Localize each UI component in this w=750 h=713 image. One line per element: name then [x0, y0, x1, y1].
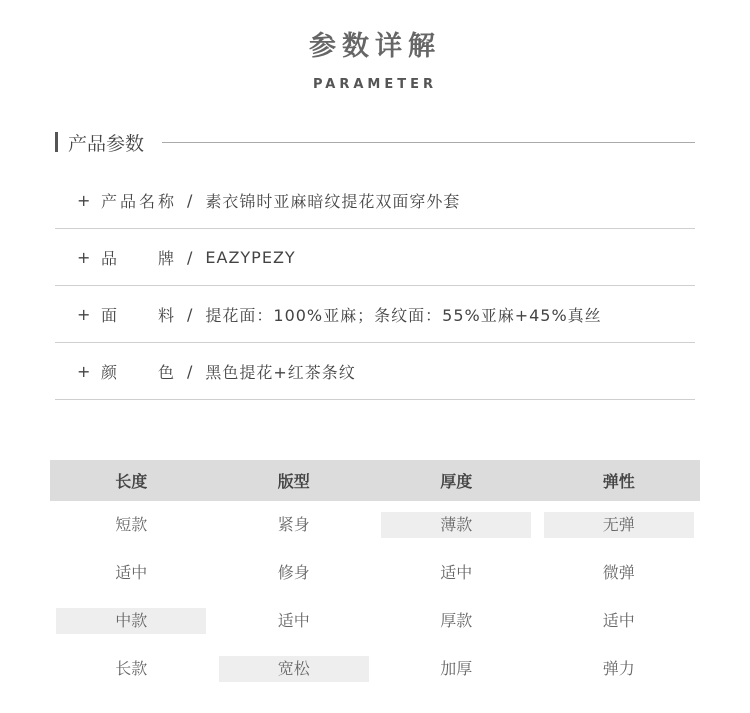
param-row-brand: [55, 229, 695, 286]
param-separator: /: [187, 247, 194, 267]
table-cell: 适中: [602, 611, 635, 630]
param-label: 面 料: [101, 305, 175, 325]
column-header-fit: 版型: [277, 472, 310, 491]
param-row-fabric: [55, 286, 695, 343]
table-cell: 适中: [440, 563, 473, 582]
column-header-thickness: 厚度: [440, 472, 473, 491]
table-cell: 弹力: [602, 659, 635, 678]
param-separator: /: [187, 361, 194, 381]
table-header: [50, 460, 700, 501]
table-row: [50, 597, 700, 645]
table-cell-selected: 薄款: [381, 512, 531, 538]
table-cell: 紧身: [277, 515, 310, 534]
table-cell: 加厚: [440, 659, 473, 678]
table-cell: 微弹: [602, 563, 635, 582]
plus-icon: +: [77, 361, 92, 381]
section-marker: [55, 132, 58, 152]
plus-icon: +: [77, 190, 92, 210]
page-title: 参数详解: [309, 31, 441, 62]
param-value: 黑色提花+红茶条纹: [205, 362, 356, 382]
size-attribute-table: [50, 460, 700, 693]
param-value: 提花面：100%亚麻；条纹面：55%亚麻+45%真丝: [205, 305, 602, 325]
table-cell: 长款: [115, 659, 148, 678]
plus-icon: +: [77, 247, 92, 267]
param-row-name: [55, 172, 695, 229]
table-row: [50, 645, 700, 693]
table-cell: 短款: [115, 515, 148, 534]
table-cell: 修身: [277, 563, 310, 582]
param-separator: /: [187, 190, 194, 210]
param-label: 产 品 名 称: [101, 191, 175, 211]
section-header: [55, 129, 695, 155]
param-list: [55, 172, 695, 400]
param-row-color: [55, 343, 695, 400]
column-header-elasticity: 弹性: [602, 472, 635, 491]
table-cell: 适中: [277, 611, 310, 630]
table-cell: 厚款: [440, 611, 473, 630]
param-separator: /: [187, 304, 194, 324]
table-cell-selected: 中款: [56, 608, 206, 634]
section-divider: [162, 142, 695, 143]
section-title: 产品参数: [68, 132, 145, 155]
param-label: 颜 色: [101, 362, 175, 382]
table-cell: 适中: [115, 563, 148, 582]
table-cell-selected: 无弹: [544, 512, 694, 538]
table-cell-selected: 宽松: [219, 656, 369, 682]
table-row: [50, 549, 700, 597]
plus-icon: +: [77, 304, 92, 324]
column-header-length: 长度: [115, 472, 148, 491]
table-row: [50, 501, 700, 549]
param-label: 品 牌: [101, 248, 175, 268]
param-value: 素衣锦时亚麻暗纹提花双面穿外套: [205, 191, 461, 211]
param-value: EAZYPEZY: [205, 247, 296, 267]
page-subtitle: PARAMETER: [312, 77, 438, 92]
